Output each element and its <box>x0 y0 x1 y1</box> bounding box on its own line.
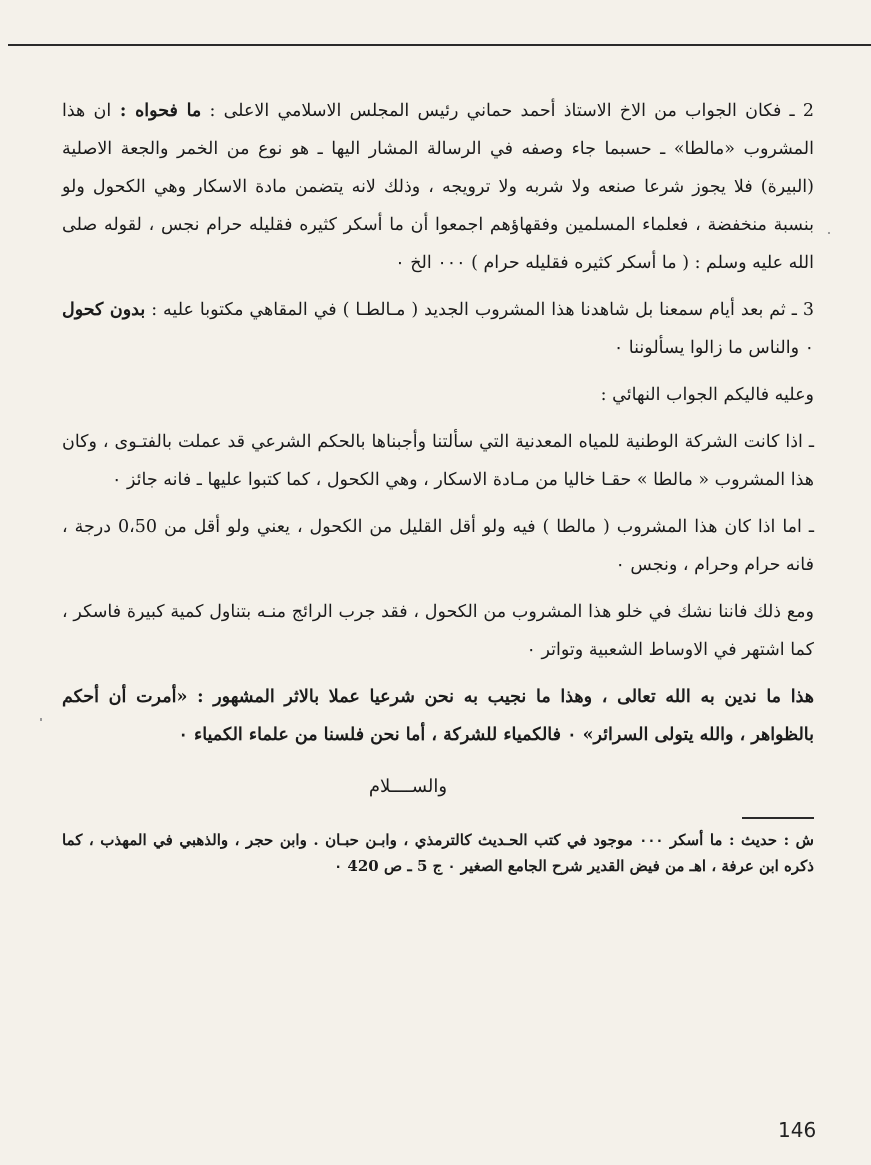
paragraph-doubt <box>62 593 814 669</box>
paragraph-3-bold-phrase: بدون كحول <box>62 300 146 320</box>
page-number: 146 <box>778 1118 817 1142</box>
paragraph-2-intro: 2 ـ فكان الجواب من الاخ الاستاذ أحمد حماني رئيس المجلس الاسلامي الاعلى : <box>201 101 814 121</box>
footnote: ش : حديث : ما أسكر ٠٠٠ موجود في كتب الحـديث كالترمذي ، وابـن حبـان . وابن حجر ، والذهبي في المهذب ، كما ذكره ابن عرفة ، اهـ من فيض القدير شرح الجامع الصغير ٠ ج 5 ـ ص 420 ٠ <box>62 831 814 875</box>
paragraph-2-bold-phrase: ما فحواه : <box>111 101 202 121</box>
paragraph-case-forbidden <box>62 508 814 584</box>
top-rule <box>8 44 871 46</box>
paragraph-3-intro: 3 ـ ثم بعد أيام سمعنا بل شاهدنا هذا المشروب الجديد ( مـالطـا ) في المقاهي مكتوبا عليه : <box>145 300 814 320</box>
paragraph-3-tail: ٠ والناس ما زالوا يسألوننا ٠ <box>613 338 814 358</box>
footnote-rule <box>742 817 814 819</box>
page-body <box>62 92 814 879</box>
scan-speck <box>828 232 830 234</box>
closing-salutation: والســــلام <box>368 776 448 797</box>
case-forbidden-text: ـ اما اذا كان هذا المشروب ( مالطا ) فيه ولو أقل القليل من الكحول ، يعني ولو أقل من 0،50 درجة ، فانه حرام وحرام ، ونجس ٠ <box>62 517 814 575</box>
final-answer-heading-text: وعليه فاليكم الجواب النهائي : <box>600 385 814 405</box>
paragraph-2-body: ان هذا المشروب «مالطا» ـ حسبما جاء وصفه في الرسالة المشار اليها ـ هو نوع من الخمر والجعة الاصلية (البيرة) فلا يجوز شرعا صنعه ولا شربه ولا ترويجه ، وذلك لانه يتضمن مادة الاسكار وهي الكحول ولو بنسبة منخفضة ، فعلماء المسلمين وفقهاؤهم اجمعوا أن ما أسكر كثيره فقليله حرام نجس ، لقوله صلى الله عليه وسلم : ( ما أسكر كثيره فقليله حرام ) ٠٠٠ الخ ٠ <box>62 101 814 273</box>
conclusion-text: هذا ما ندين به الله تعالى ، وهذا ما نجيب به نحن شرعيا عملا بالاثر المشهور : «أمرت أن أحكم بالظواهر ، والله يتولى السرائر» ٠ فالكمياء للشركة ، أما نحن فلسنا من علماء الكمياء ٠ <box>62 687 814 745</box>
paragraph-answer-2 <box>62 92 814 282</box>
paragraph-item-3 <box>62 291 814 367</box>
case-permitted-text: ـ اذا كانت الشركة الوطنية للمياه المعدنية التي سألتنا وأجبناها بالحكم الشرعي قد عملت بالفتـوى ، وكان هذا المشروب « مالطا » حقـا خاليا من مـادة الاسكار ، وهي الكحول ، كما كتبوا عليها ـ فانه جائز ٠ <box>62 432 814 490</box>
paragraph-conclusion <box>62 678 814 754</box>
doubt-text: ومع ذلك فاننا نشك في خلو هذا المشروب من الكحول ، فقد جرب الرائج منـه بتناول كمية كبيرة فاسكر ، كما اشتهر في الاوساط الشعبية وتواتر ٠ <box>62 602 814 660</box>
scan-speck <box>40 718 42 721</box>
paragraph-final-answer-heading <box>62 376 814 414</box>
paragraph-case-permitted <box>62 423 814 499</box>
